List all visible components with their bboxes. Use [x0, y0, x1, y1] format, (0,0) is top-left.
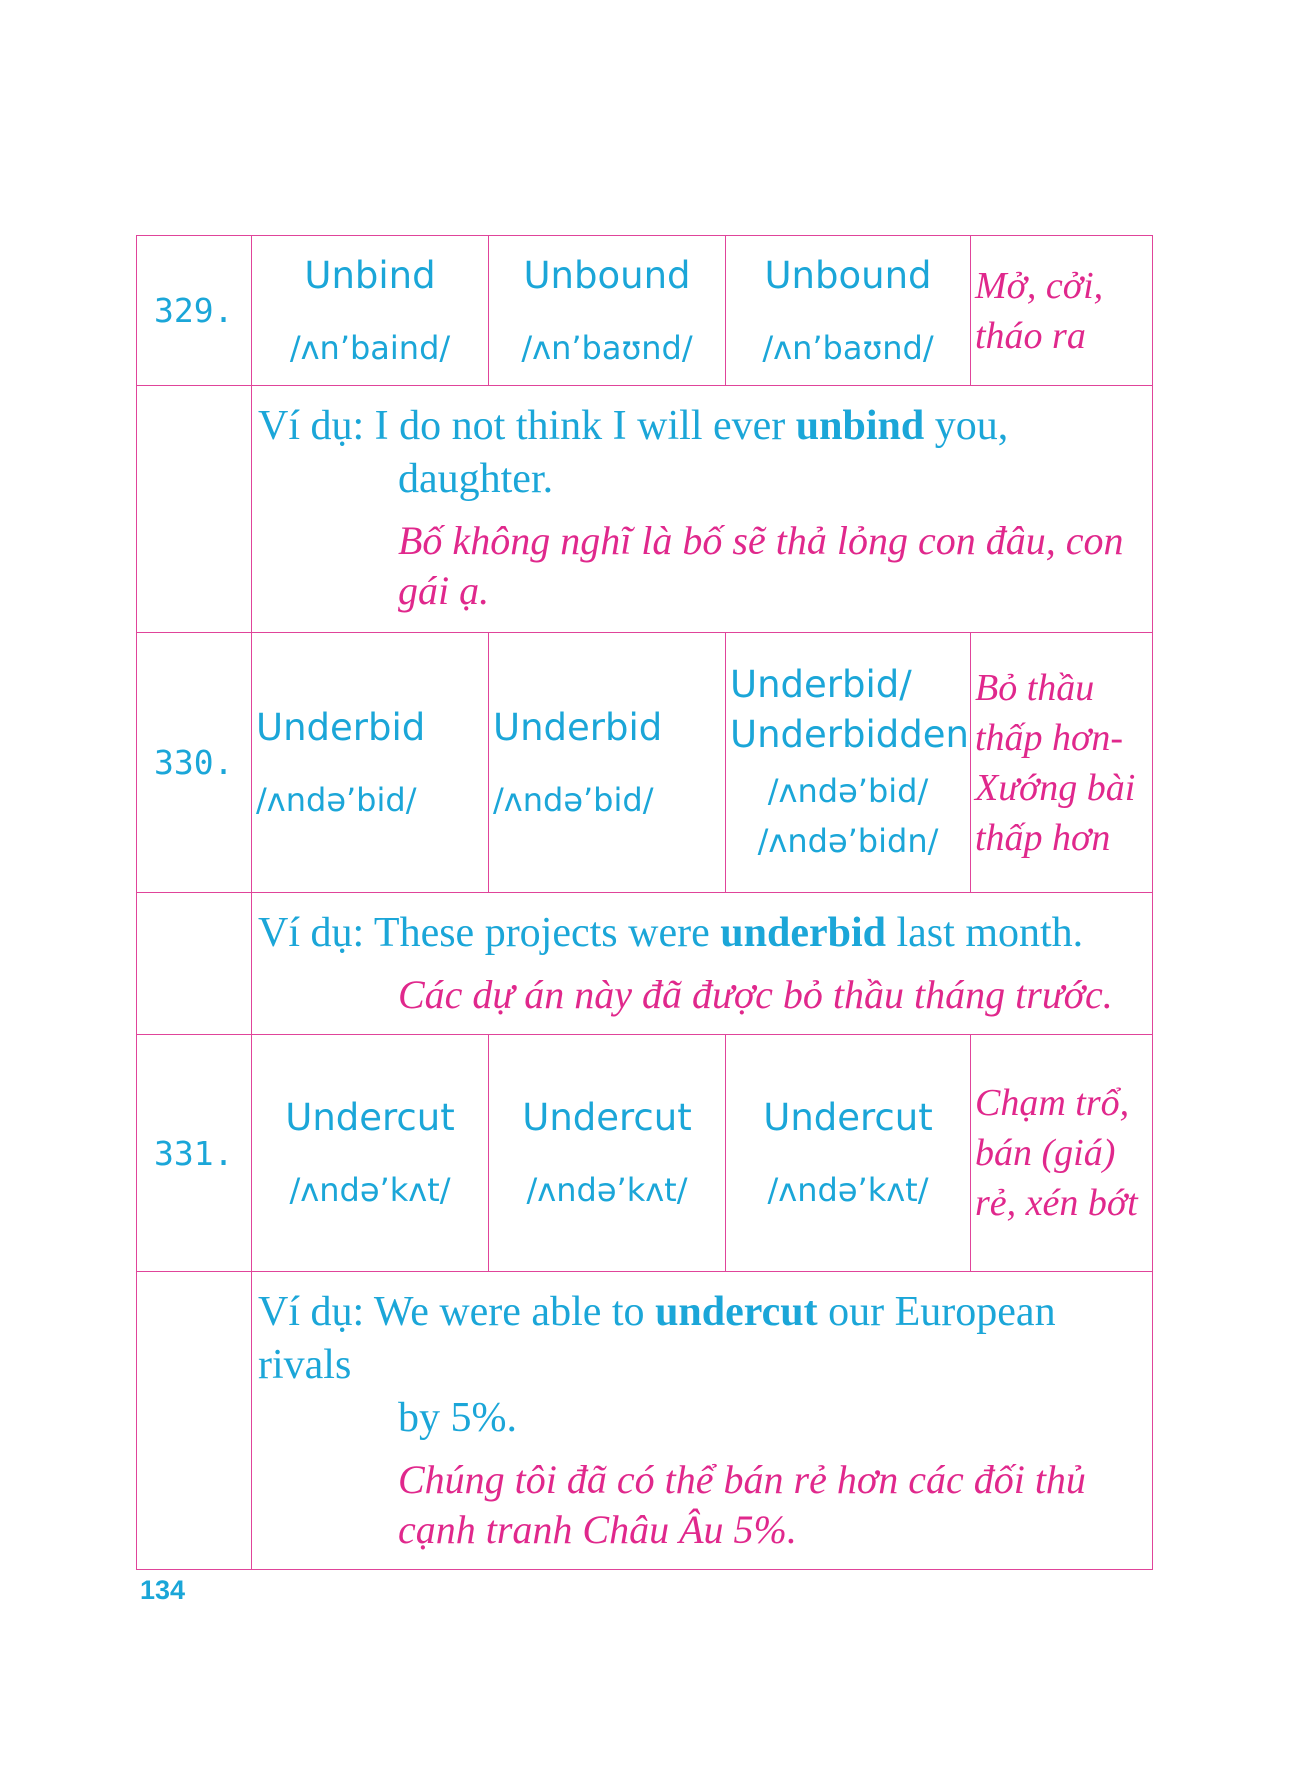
example-sentence: Ví dụ: These projects were underbid last month.: [258, 910, 1084, 956]
verb-word: Underbid/: [730, 662, 912, 706]
entry-number: 330.: [137, 633, 252, 893]
base-form: [252, 633, 489, 893]
example-keyword: underbid: [720, 910, 886, 956]
meaning-line: Xướng bài: [975, 766, 1136, 809]
meaning-line: thấp hơn-: [975, 716, 1123, 759]
entry-row-330: [137, 633, 1153, 893]
page-number: 134: [140, 1575, 186, 1605]
verb-ipa: /ʌn’baʊnd/: [762, 328, 934, 367]
verb-ipa: /ʌndə’bid/: [256, 780, 417, 819]
verb-word: Unbound: [764, 253, 932, 297]
verb-ipa: /ʌndə’bid/: [493, 780, 654, 819]
meaning: [971, 633, 1153, 893]
verb-word: Underbid: [493, 705, 663, 749]
meaning-line: Bỏ thầu: [975, 666, 1095, 709]
base-form: [252, 1035, 489, 1272]
verb-ipa: /ʌn’baʊnd/: [521, 328, 693, 367]
past-participle-form: [726, 633, 971, 893]
verb-ipa: /ʌndə’bid/: [767, 771, 929, 810]
meaning-line: rẻ, xén bớt: [975, 1182, 1138, 1224]
example-keyword: unbind: [795, 403, 925, 449]
example-keyword: undercut: [655, 1289, 818, 1335]
meaning-line: bán (giá): [975, 1132, 1116, 1174]
example-row-331: [137, 1272, 1153, 1570]
example-label: Ví dụ:: [258, 910, 365, 956]
example: [252, 386, 1153, 633]
past-participle-form: [726, 236, 971, 386]
meaning: [971, 236, 1153, 386]
example: [252, 893, 1153, 1035]
past-form: [489, 633, 726, 893]
meaning-line: Mở, cởi,: [975, 264, 1104, 307]
example-label: Ví dụ:: [258, 1289, 365, 1335]
example-translation: Bố không nghĩ là bố sẽ thả lỏng con đâu, con gái ạ.: [398, 518, 1124, 613]
verb-word: Underbid: [256, 705, 426, 749]
example-sentence: Ví dụ: I do not think I will ever unbind you, daughter.: [258, 403, 1009, 502]
entry-number: 331.: [137, 1035, 252, 1272]
verb-word-alt: Underbidden: [730, 712, 969, 756]
verb-word: Unbound: [523, 253, 691, 297]
verb-word: Unbind: [304, 253, 436, 297]
verb-word: Undercut: [763, 1096, 933, 1139]
verb-word: Undercut: [522, 1096, 692, 1139]
meaning-line: thấp hơn: [975, 816, 1111, 859]
verb-ipa: /ʌndə’kʌt/: [767, 1171, 929, 1209]
base-form: [252, 236, 489, 386]
verb-ipa-alt: /ʌndə’bidn/: [757, 821, 939, 860]
verb-ipa: /ʌndə’kʌt/: [526, 1171, 688, 1209]
past-form: [489, 1035, 726, 1272]
example-label: Ví dụ:: [258, 403, 365, 449]
verb-ipa: /ʌn’baind/: [289, 328, 451, 367]
example-row-330: [137, 893, 1153, 1035]
example-sentence: Ví dụ: We were able to undercut our European rivals by 5%.: [258, 1289, 1056, 1441]
example-translation: Chúng tôi đã có thể bán rẻ hơn các đối thủ cạnh tranh Châu Âu 5%.: [398, 1457, 1086, 1552]
past-form: [489, 236, 726, 386]
example: [252, 1272, 1153, 1570]
entry-number: 329.: [137, 236, 252, 386]
entry-row-331: [137, 1035, 1153, 1272]
verb-word: Undercut: [285, 1096, 455, 1139]
empty-cell: [137, 1272, 252, 1570]
meaning-line: Chạm trổ,: [975, 1082, 1130, 1124]
meaning: [971, 1035, 1153, 1272]
example-row-329: [137, 386, 1153, 633]
empty-cell: [137, 893, 252, 1035]
meaning-line: tháo ra: [975, 314, 1086, 357]
entry-row-329: [137, 236, 1153, 386]
empty-cell: [137, 386, 252, 633]
verb-ipa: /ʌndə’kʌt/: [289, 1171, 451, 1209]
example-translation: Các dự án này đã được bỏ thầu tháng trước.: [398, 972, 1113, 1017]
past-participle-form: [726, 1035, 971, 1272]
verb-table: [136, 235, 1153, 1570]
